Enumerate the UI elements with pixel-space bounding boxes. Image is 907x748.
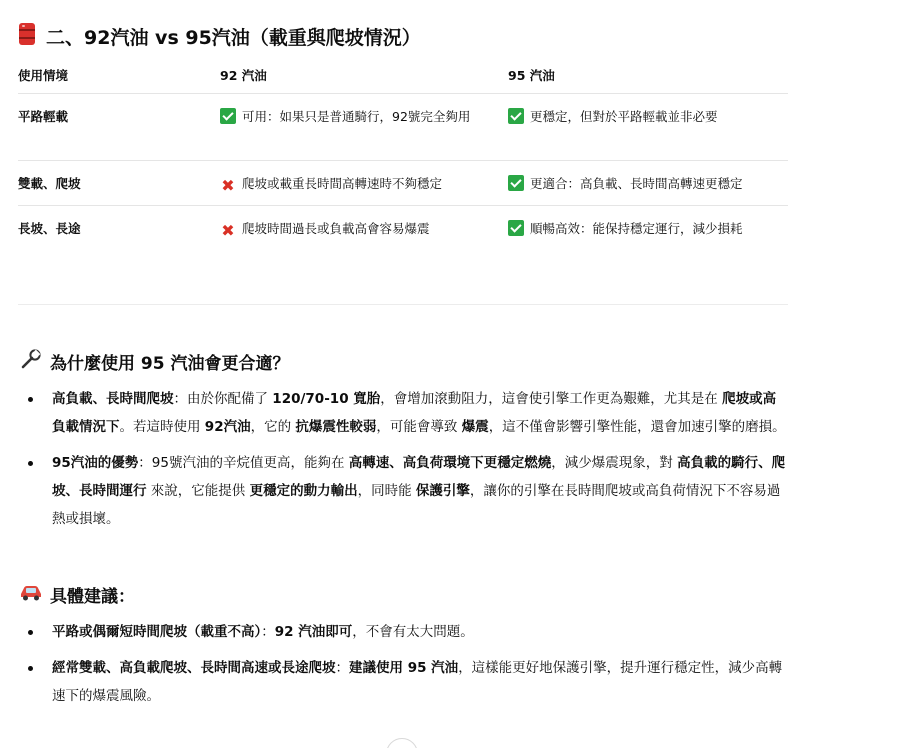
section-heading-recommendation (18, 580, 135, 608)
list-item (18, 385, 788, 441)
cell-text: 順暢高效：能保持穩定運行，減少損耗 (530, 221, 743, 236)
list-item (18, 618, 788, 646)
list-item (18, 654, 788, 710)
emphasis-text: 更穩定的動力輸出 (249, 483, 358, 499)
body-text: ，會增加滾動阻力，這會使引擎工作更為艱難，尤其是在 (380, 391, 723, 407)
gasoline-95-cell (508, 172, 788, 196)
body-text: ： (261, 624, 275, 640)
car-icon (18, 583, 44, 606)
cross-mark-icon: ✖ (221, 221, 235, 240)
body-text: ，讓你的引擎在長時間爬坡或高負荷情況下不容易過熱或損壞。 (52, 483, 781, 527)
oil-drum-icon (18, 22, 40, 51)
table-row (18, 206, 788, 251)
check-mark-icon (508, 108, 524, 124)
body-text: ： (335, 660, 349, 676)
list-item-lead: 95汽油的優勢 (52, 455, 139, 471)
section-title: 為什麼使用 95 汽油會更合適？ (50, 353, 290, 374)
emphasis-text: 爬坡或高負載情況下 (52, 391, 777, 435)
scenario-cell: 平路輕載 (18, 109, 69, 124)
check-mark-icon (508, 175, 524, 191)
scenario-cell: 長坡、長途 (18, 221, 81, 236)
table-row (18, 94, 788, 161)
body-text: ，減少爆震現象，對 (551, 455, 678, 471)
emphasis-text: 高負載的騎行、爬坡、長時間運行 (52, 455, 786, 499)
cell-text: 爬坡或載重長時間高轉速時不夠穩定 (242, 176, 443, 191)
gasoline-95-cell (508, 105, 788, 129)
cross-mark-icon: ✖ (221, 176, 235, 195)
section-heading-why-95 (18, 347, 290, 375)
section-heading-comparison (18, 20, 421, 52)
gasoline-92-cell (220, 105, 490, 129)
emphasis-text: 爆震 (461, 419, 489, 435)
body-text: ：由於你配備了 (173, 391, 273, 407)
emphasis-text: 高轉速、高負荷環境下更穩定燃燒 (348, 455, 552, 471)
body-text: 來說，它能提供 (146, 483, 250, 499)
table-header-cell: 92 汽油 (220, 68, 267, 83)
cell-text: 可用：如果只是普通騎行，92號完全夠用 (242, 109, 471, 124)
body-text: ，這樣能更好地保護引擎，提升運行穩定性，減少高轉速下的爆震風險。 (52, 660, 783, 704)
emphasis-text: 保護引擎 (415, 483, 470, 499)
section-title: 二、92汽油 vs 95汽油（載重與爬坡情況） (46, 26, 421, 49)
gasoline-92-cell (220, 172, 490, 196)
table-header-cell: 使用情境 (18, 68, 69, 83)
body-text: ，可能會導致 (376, 419, 462, 435)
section-divider (18, 304, 788, 305)
list-item (18, 449, 788, 533)
emphasis-text: 抗爆震性較弱 (295, 419, 377, 435)
body-text: ，它的 (250, 419, 296, 435)
wrench-icon (18, 348, 44, 375)
emphasis-text: 92汽油 (204, 419, 251, 435)
comparison-table (18, 58, 788, 251)
reasons-list (18, 385, 788, 541)
cell-text: 更穩定，但對於平路輕載並非必要 (530, 109, 718, 124)
scenario-cell: 雙載、爬坡 (18, 176, 81, 191)
list-item-lead: 高負載、長時間爬坡 (52, 391, 174, 407)
cell-text: 爬坡時間過長或負載高會容易爆震 (242, 221, 430, 236)
table-row (18, 161, 788, 206)
check-mark-icon (508, 220, 524, 236)
section-title: 具體建議： (50, 586, 135, 607)
table-header-row (18, 58, 788, 94)
cell-text: 更適合：高負載、長時間高轉速更穩定 (530, 176, 743, 191)
emphasis-text: 92 汽油即可 (274, 624, 353, 640)
scroll-to-bottom-button[interactable] (386, 738, 418, 748)
body-text: ，不會有太大問題。 (352, 624, 474, 640)
emphasis-text: 建議使用 95 汽油 (349, 660, 459, 676)
list-item-lead: 平路或偶爾短時間爬坡（載重不高） (52, 624, 262, 640)
table-header-cell: 95 汽油 (508, 68, 555, 83)
body-text: ，同時能 (357, 483, 416, 499)
body-text: ：95號汽油的辛烷值更高，能夠在 (138, 455, 349, 471)
body-text: 。若這時使用 (119, 419, 205, 435)
list-item-lead: 經常雙載、高負載爬坡、長時間高速或長途爬坡 (52, 660, 336, 676)
emphasis-text: 120/70-10 寬胎 (272, 391, 381, 407)
gasoline-95-cell (508, 217, 788, 241)
recommendation-list (18, 618, 788, 718)
gasoline-92-cell (220, 217, 490, 241)
check-mark-icon (220, 108, 236, 124)
body-text: ，這不僅會影響引擎性能，還會加速引擎的磨損。 (488, 419, 786, 435)
